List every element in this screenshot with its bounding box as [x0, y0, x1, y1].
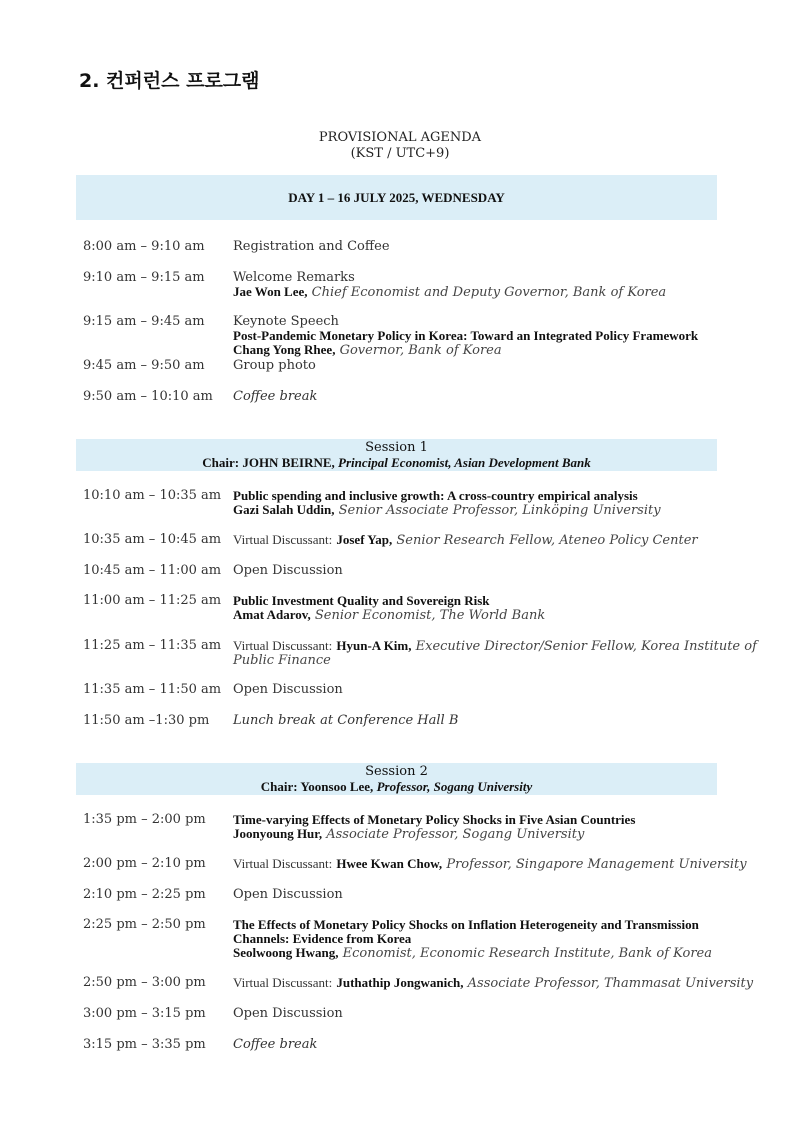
time-slot: 9:45 am – 9:50 am: [83, 358, 205, 373]
time-slot: 8:00 am – 9:10 am: [83, 239, 205, 254]
time-slot: 11:35 am – 11:50 am: [83, 682, 222, 697]
talk-title: Public Investment Quality and Sovereign Risk: [233, 593, 490, 608]
speaker-name: Chang Yong Rhee,: [233, 342, 336, 357]
talk-title: The Effects of Monetary Policy Shocks on Inflation Heterogeneity and Transmission: [233, 917, 699, 932]
time-slot: 10:35 am – 10:45 am: [83, 532, 222, 547]
speaker-name: Joonyoung Hur,: [233, 826, 323, 841]
speaker-role: Professor, Singapore Management University: [446, 857, 747, 872]
discussant-prefix: Virtual Discussant:: [233, 638, 333, 653]
chair-prefix: Chair: JOHN BEIRNE,: [202, 455, 335, 470]
speaker-role: Chief Economist and Deputy Governor, Bank of Korea: [311, 285, 667, 300]
speaker-name: Amat Adarov,: [233, 607, 311, 622]
speaker-role: Senior Associate Professor, Linköping University: [338, 503, 661, 518]
time-slot: 3:00 pm – 3:15 pm: [83, 1006, 206, 1021]
session2-banner: [76, 763, 717, 795]
speaker-name: Josef Yap,: [336, 532, 393, 547]
speaker-name: Seolwoong Hwang,: [233, 945, 339, 960]
time-slot: 10:10 am – 10:35 am: [83, 488, 222, 503]
item-text: Welcome Remarks: [233, 270, 355, 285]
speaker-name: Juthathip Jongwanich,: [336, 975, 464, 990]
time-slot: 9:10 am – 9:15 am: [83, 270, 205, 285]
discussant-prefix: Virtual Discussant:: [233, 975, 333, 990]
item-text: Open Discussion: [233, 563, 343, 578]
talk-title-cont: Channels: Evidence from Korea: [233, 931, 412, 946]
time-slot: 3:15 pm – 3:35 pm: [83, 1037, 206, 1052]
time-slot: 11:50 am –1:30 pm: [83, 713, 210, 728]
speaker-role: Governor, Bank of Korea: [339, 343, 502, 358]
session-label: Session 1: [365, 440, 428, 455]
item-text: Registration and Coffee: [233, 239, 390, 254]
speaker-role: Economist, Economic Research Institute, Bank of Korea: [342, 946, 712, 961]
item-text: Open Discussion: [233, 887, 343, 902]
time-slot: 10:45 am – 11:00 am: [83, 563, 222, 578]
time-slot: 2:10 pm – 2:25 pm: [83, 887, 206, 902]
speaker-role: Senior Research Fellow, Ateneo Policy Center: [396, 533, 698, 548]
page-title: 2. 컨퍼런스 프로그램: [79, 70, 260, 92]
item-text: Lunch break at Conference Hall B: [233, 713, 459, 728]
time-slot: 2:50 pm – 3:00 pm: [83, 975, 206, 990]
time-slot: 9:15 am – 9:45 am: [83, 314, 205, 329]
discussant-prefix: Virtual Discussant:: [233, 532, 333, 547]
speaker-role-cont: Public Finance: [233, 653, 331, 668]
time-slot: 2:00 pm – 2:10 pm: [83, 856, 206, 871]
time-slot: 2:25 pm – 2:50 pm: [83, 917, 206, 932]
speaker-role: Associate Professor, Sogang University: [326, 827, 585, 842]
item-text: Open Discussion: [233, 682, 343, 697]
speaker-name: Hwee Kwan Chow,: [336, 856, 443, 871]
speaker-role: Associate Professor, Thammasat University: [467, 976, 754, 991]
time-slot: 11:25 am – 11:35 am: [83, 638, 222, 653]
item-text: Open Discussion: [233, 1006, 343, 1021]
session-label: Session 2: [365, 764, 428, 779]
day-label: DAY 1 – 16 JULY 2025, WEDNESDAY: [288, 190, 505, 205]
item-text: Group photo: [233, 358, 316, 373]
speaker-name: Gazi Salah Uddin,: [233, 502, 335, 517]
agenda-heading: PROVISIONAL AGENDA: [318, 130, 482, 145]
talk-title: Time-varying Effects of Monetary Policy Shocks in Five Asian Countries: [233, 812, 636, 827]
speaker-role: Senior Economist, The World Bank: [314, 608, 546, 623]
item-text: Coffee break: [233, 389, 318, 404]
discussant-prefix: Virtual Discussant:: [233, 856, 333, 871]
day-banner: [76, 175, 717, 220]
time-slot: 9:50 am – 10:10 am: [83, 389, 213, 404]
chair-role: Principal Economist, Asian Development Bank: [338, 455, 591, 470]
item-text: Keynote Speech: [233, 314, 339, 329]
chair-prefix: Chair: Yoonsoo Lee,: [260, 779, 374, 794]
agenda-timezone: (KST / UTC+9): [350, 146, 450, 161]
session1-banner: [76, 439, 717, 471]
time-slot: 11:00 am – 11:25 am: [83, 593, 222, 608]
talk-title: Post-Pandemic Monetary Policy in Korea: Toward an Integrated Policy Framework: [233, 328, 699, 343]
speaker-name: Jae Won Lee,: [233, 284, 308, 299]
speaker-name: Hyun-A Kim,: [336, 638, 412, 653]
speaker-role: Executive Director/Senior Fellow, Korea Institute of: [415, 639, 757, 654]
chair-role: Professor, Sogang University: [376, 779, 533, 794]
time-slot: 1:35 pm – 2:00 pm: [83, 812, 206, 827]
talk-title: Public spending and inclusive growth: A cross-country empirical analysis: [233, 488, 638, 503]
item-text: Coffee break: [233, 1037, 318, 1052]
